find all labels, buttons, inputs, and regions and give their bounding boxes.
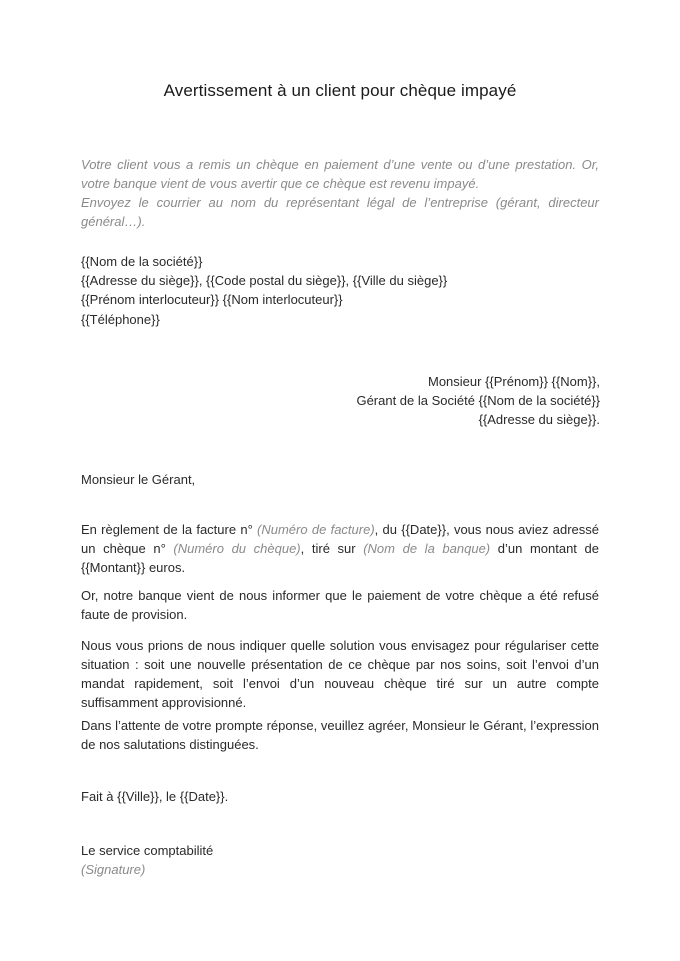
intro-line-2: Envoyez le courrier au nom du représentant légal de l’entreprise (gérant, directeur général…). <box>81 195 599 229</box>
paragraph-invoice-text-2: , du {{Date}}, vous nous aviez adressé un chèque n° <box>81 522 599 556</box>
signoff-department: Le service comptabilité <box>81 843 214 858</box>
sender-block <box>81 252 447 329</box>
placeholder-bank-name: (Nom de la banque) <box>363 541 491 556</box>
paragraph-invoice-text-3: , tiré sur <box>300 541 364 556</box>
paragraph-solution: Nous vous prions de nous indiquer quelle solution vous envisagez pour régulariser cette situation : soit une nouvelle présentation de ce chèque par nos soins, soit l’envoi d’un mandat rapidement, soit l’envoi d’un nouveau chèque tiré sur un autre compte suffisamment approvisionné. <box>81 638 599 710</box>
sender-contact: {{Prénom interlocuteur}} {{Nom interlocuteur}} <box>81 292 343 307</box>
intro-line-1: Votre client vous a remis un chèque en paiement d’une vente ou d’une prestation. Or, votre banque vient de vous avertir que ce chèque est revenu impayé. <box>81 157 599 191</box>
recipient-role: Gérant de la Société {{Nom de la société}} <box>356 393 600 408</box>
place-and-date: Fait à {{Ville}}, le {{Date}}. <box>81 789 229 804</box>
sender-address: {{Adresse du siège}}, {{Code postal du siège}}, {{Ville du siège}} <box>81 273 448 288</box>
paragraph-closing: Dans l’attente de votre prompte réponse, veuillez agréer, Monsieur le Gérant, l’expression de nos salutations distinguées. <box>81 718 599 752</box>
document-title: Avertissement à un client pour chèque impayé <box>163 81 517 100</box>
placeholder-invoice-number: (Numéro de facture) <box>257 522 375 537</box>
salutation: Monsieur le Gérant, <box>81 472 196 487</box>
recipient-name: Monsieur {{Prénom}} {{Nom}}, <box>427 374 600 389</box>
paragraph-invoice-text-4: d’un montant de {{Montant}} euros. <box>81 541 599 575</box>
paragraph-invoice <box>81 520 599 577</box>
sender-phone: {{Téléphone}} <box>81 312 160 327</box>
placeholder-cheque-number: (Numéro du chèque) <box>173 541 301 556</box>
intro-instructions <box>81 155 599 231</box>
paragraph-refusal: Or, notre banque vient de nous informer que le paiement de votre chèque a été refusé faute de provision. <box>81 588 599 622</box>
sender-company: {{Nom de la société}} <box>81 254 203 269</box>
signature-placeholder: (Signature) <box>81 862 146 877</box>
recipient-address: {{Adresse du siège}}. <box>478 412 600 427</box>
signoff-block <box>81 841 213 879</box>
recipient-block <box>240 372 600 429</box>
paragraph-invoice-text-1: En règlement de la facture n° <box>81 522 258 537</box>
